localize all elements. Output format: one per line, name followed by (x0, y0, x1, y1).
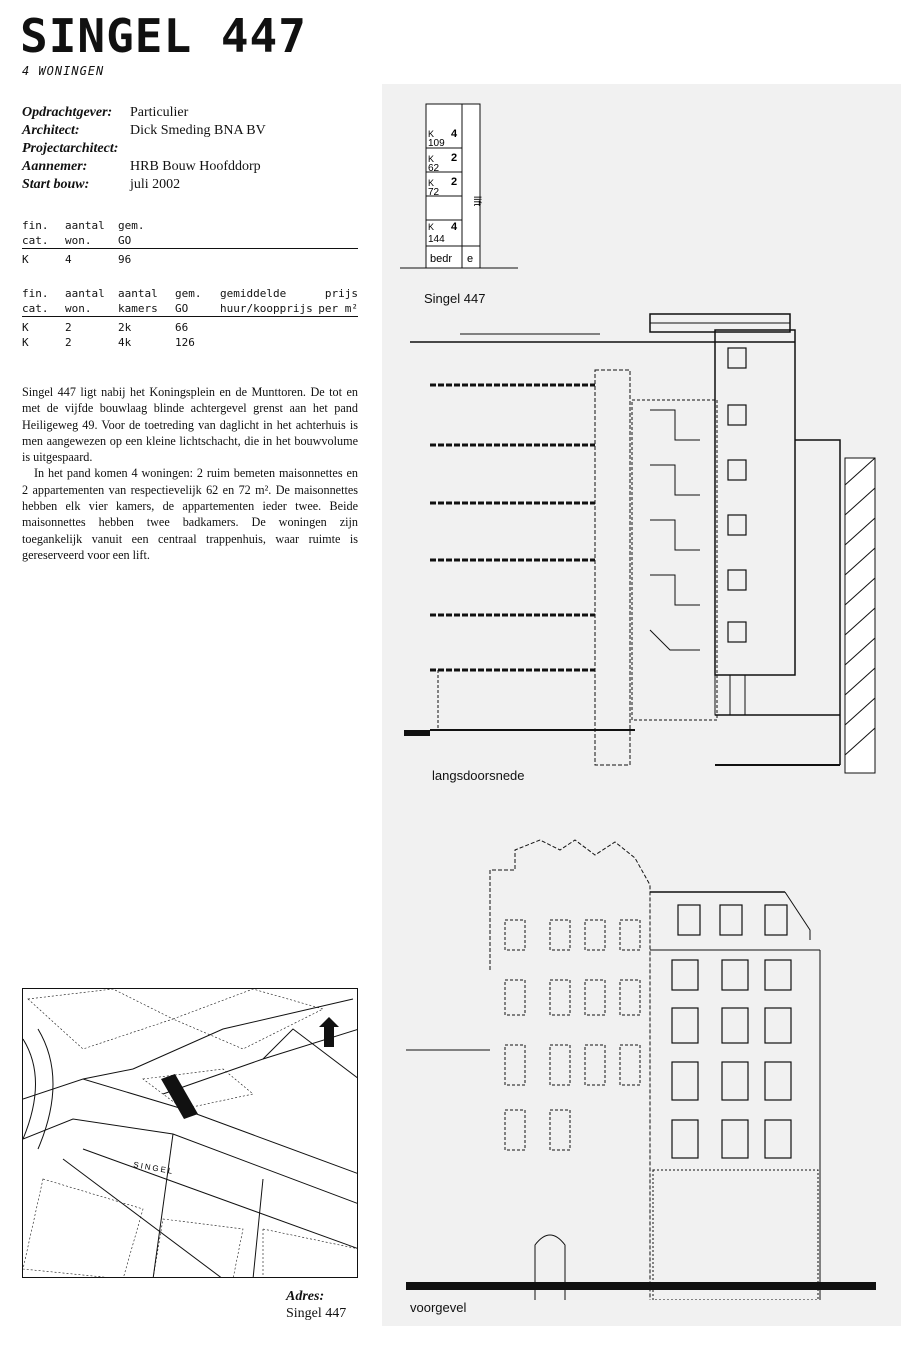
credits-block (22, 104, 362, 194)
credit-label: Architect: (22, 123, 80, 138)
credit-label: Opdrachtgever: (22, 105, 113, 120)
table-header: fin. cat. (22, 218, 65, 249)
unit-rooms: 2 (451, 152, 458, 164)
unit-rooms: 2 (451, 176, 458, 188)
table-cell: 66 (175, 321, 189, 334)
table-header-row (22, 286, 358, 317)
table-cell (318, 335, 358, 350)
table-header: aantal kamers (118, 286, 175, 317)
front-facade-drawing (400, 830, 880, 1300)
lift-label: lift (471, 196, 482, 206)
unit-cat: K (428, 178, 435, 188)
credit-row (22, 140, 362, 158)
unit-area: 109 (428, 138, 445, 149)
unit-area: 144 (428, 234, 445, 245)
credit-value: Dick Smeding BNA BV (130, 123, 266, 138)
map-drawing (23, 989, 358, 1278)
table-header: gemiddelde huur/koopprijs (220, 286, 318, 317)
address-block (286, 1288, 346, 1322)
address-value: Singel 447 (286, 1306, 347, 1321)
unit-rooms: 4 (451, 128, 458, 140)
credit-label: Projectarchitect: (22, 141, 119, 156)
table-cell: 2 (65, 321, 72, 334)
diagram-caption: Singel 447 (424, 291, 486, 306)
table-header-row (22, 218, 358, 249)
table-cell: 96 (118, 253, 132, 266)
credit-label: Start bouw: (22, 177, 90, 192)
table-cell: 4 (65, 253, 72, 266)
table-cell: K (22, 321, 29, 334)
table-cell (318, 317, 358, 336)
page-subtitle: 4 WONINGEN (22, 64, 105, 78)
unit-area: 62 (428, 163, 440, 174)
table-cell: 2 (65, 336, 72, 349)
location-map (22, 988, 358, 1278)
table-header: fin. cat. (22, 286, 65, 317)
table-cell: 2k (118, 321, 132, 334)
unit-cat: K (428, 222, 435, 232)
credit-value: HRB Bouw Hoofddorp (130, 159, 261, 174)
credit-value (118, 140, 362, 158)
ground-floor-label: bedr (430, 253, 453, 265)
address-label: Adres: (286, 1289, 325, 1304)
table-cell: K (22, 253, 29, 266)
credit-row (22, 104, 362, 122)
table-row (22, 335, 358, 350)
table-header: prijs per m² (318, 287, 358, 315)
unit-stack-diagram (400, 100, 520, 300)
description-paragraph: In het pand komen 4 woningen: 2 ruim bemeten maisonnettes en 2 appartementen van respectievelijk 62 en 72 m². De maisonnettes hebben elk vier kamers, de appartementen ieder twee. Beide maisonnettes hebben twee badkamers. De woningen zijn toegankelijk vanuit een centraal trappenhuis, waar ruimte is gereserveerd voor een lift. (22, 466, 358, 562)
credit-value: juli 2002 (130, 177, 181, 192)
credit-label: Aannemer: (22, 159, 88, 174)
credit-row (22, 122, 362, 140)
unit-area: 72 (428, 187, 440, 198)
table-cell (220, 335, 318, 350)
table-header: gem. GO (175, 286, 220, 317)
ground-floor-right-label: e (467, 253, 474, 265)
table-cell: K (22, 336, 29, 349)
table-header: gem. GO (118, 218, 358, 249)
table-cell (220, 317, 318, 336)
dwelling-types-table (22, 286, 358, 350)
table-header: aantal won. (65, 218, 118, 249)
unit-rooms: 4 (451, 221, 458, 233)
unit-cat: K (428, 154, 435, 164)
map-street-label: SINGEL (132, 1160, 175, 1177)
credit-row (22, 158, 362, 176)
table-cell: 126 (175, 336, 195, 349)
facade-caption: voorgevel (410, 1300, 467, 1315)
unit-cat: K (428, 129, 435, 139)
dwelling-summary-table (22, 218, 358, 267)
credit-value: Particulier (130, 105, 189, 120)
description-paragraph: Singel 447 ligt nabij het Koningsplein en de Munttoren. De tot en met de vijfde bouwlaag blinde achtergevel grenst aan het pand Heiligeweg 49. Voor de toetreding van daglicht in het achterhuis is men aangewezen op een kleine lichtschacht, die in het bouwvolume is uitgespaard. (22, 385, 358, 465)
table-header: aantal won. (65, 286, 118, 317)
longitudinal-section-drawing (400, 310, 880, 780)
table-cell: 4k (118, 336, 132, 349)
page-title: SINGEL 447 (20, 9, 307, 63)
section-caption: langsdoorsnede (432, 768, 525, 783)
table-row (22, 249, 358, 268)
project-description (22, 384, 358, 563)
table-row (22, 317, 358, 336)
credit-row (22, 176, 362, 194)
